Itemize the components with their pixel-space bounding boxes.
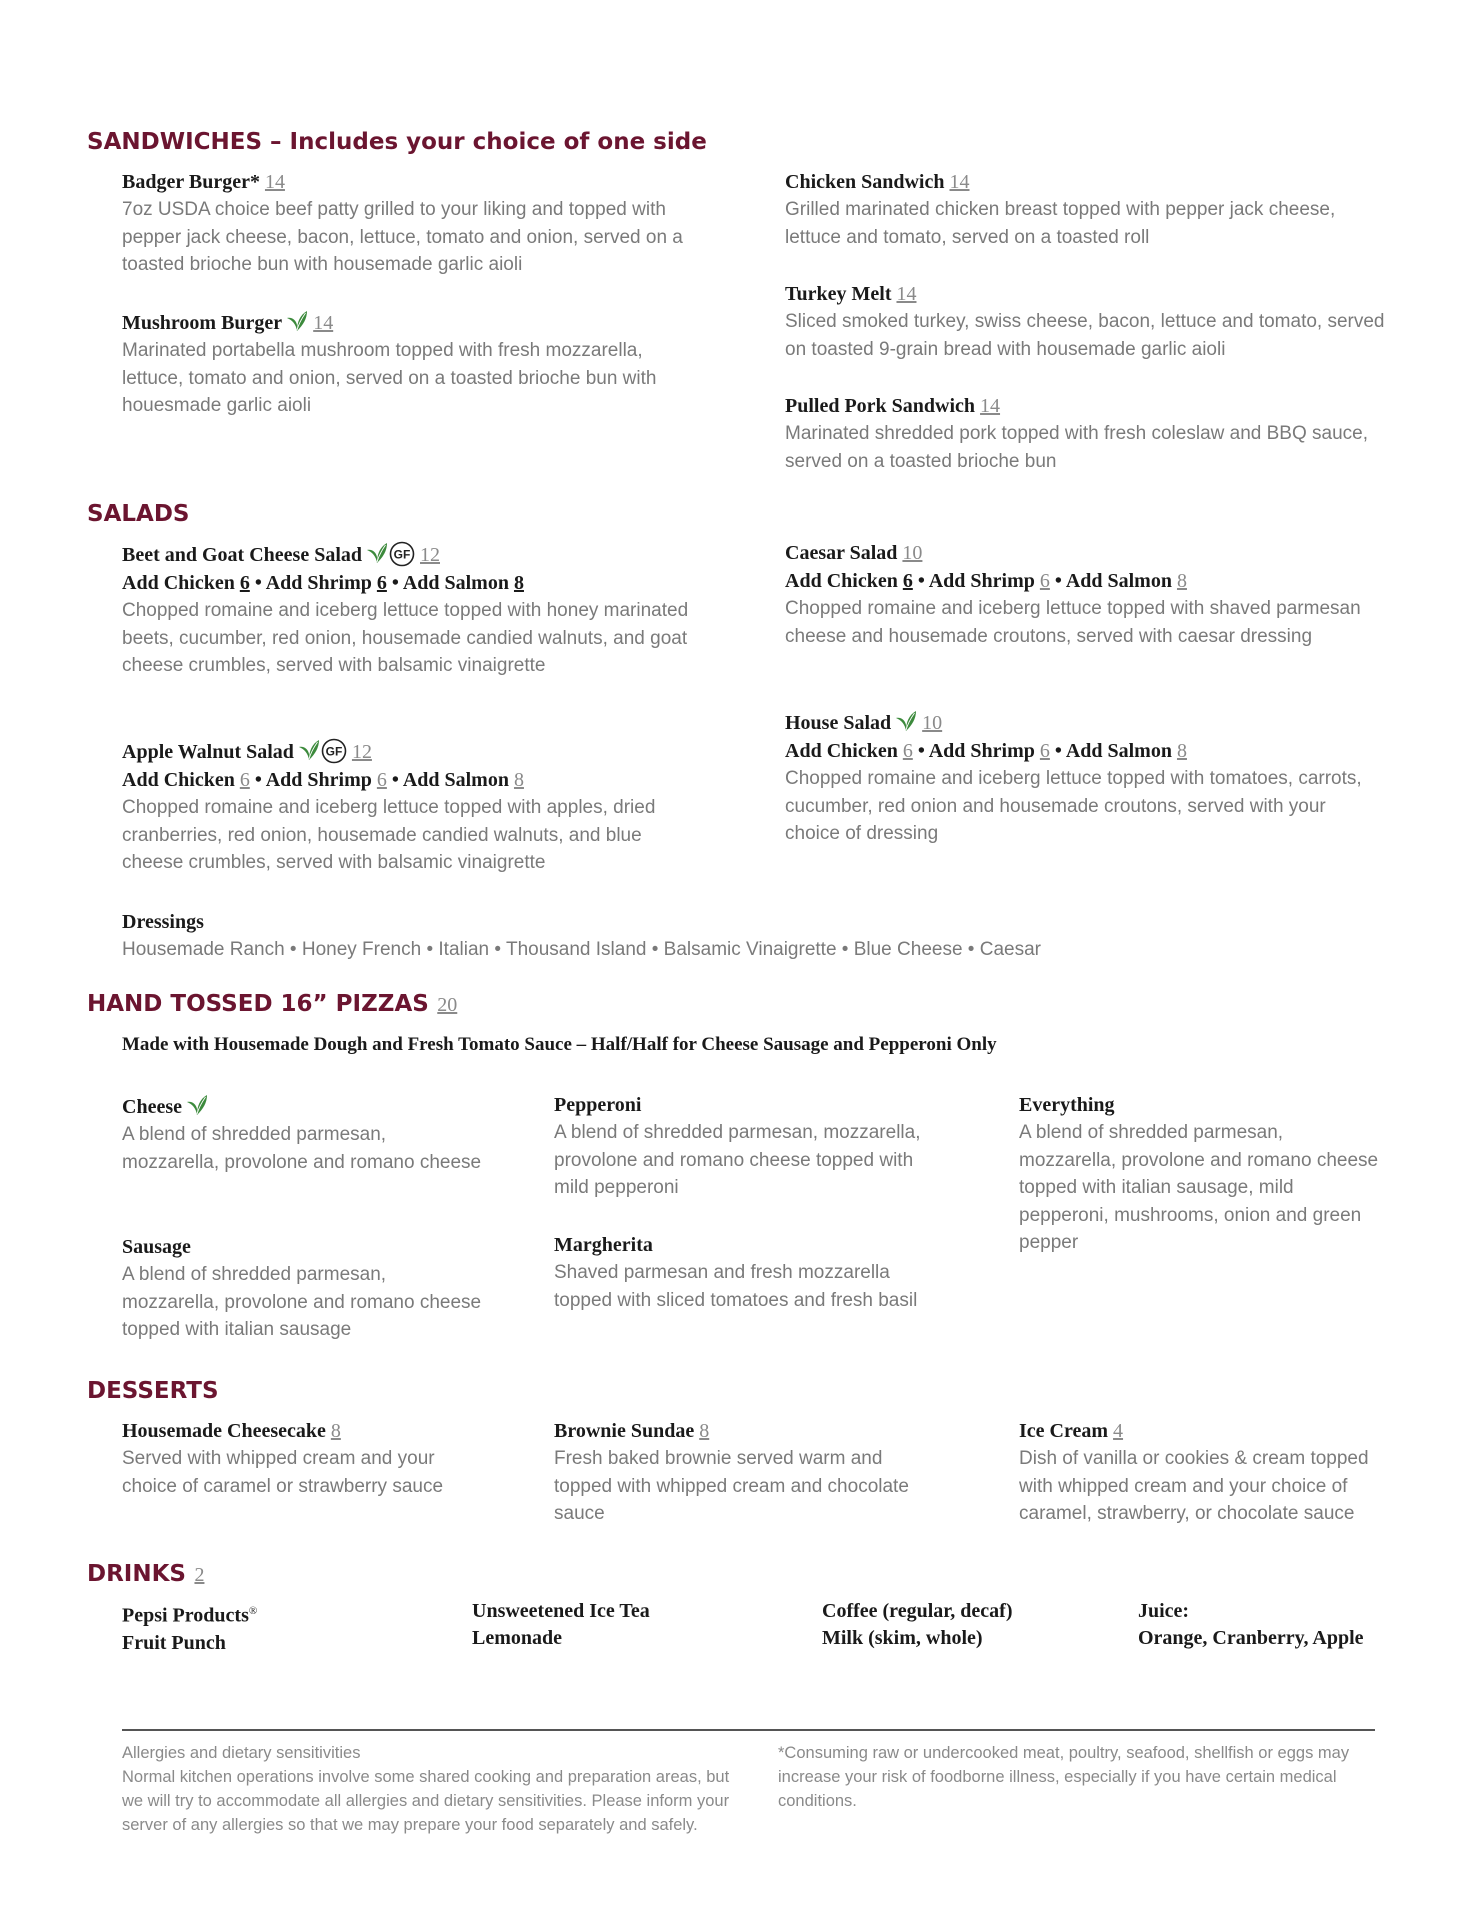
item-description: Sliced smoked turkey, swiss cheese, bacon, lettuce and tomato, served on toasted 9-grain bread with housemade garlic aioli bbox=[785, 311, 1385, 360]
item-price: 4 bbox=[1113, 1420, 1124, 1442]
drink-name: Orange, Cranberry, Apple bbox=[1138, 1627, 1364, 1649]
drinks-col-4 bbox=[1138, 1598, 1364, 1652]
drinks-price: 2 bbox=[194, 1564, 205, 1586]
item-description: Served with whipped cream and your choice of caramel or strawberry sauce bbox=[122, 1448, 444, 1497]
salads-heading: SALADS bbox=[87, 501, 190, 527]
salad-addons bbox=[785, 567, 1385, 595]
addon-separator: • bbox=[391, 572, 399, 594]
addon-chicken-price: 6 bbox=[902, 570, 913, 592]
drink-name: Pepsi Products bbox=[122, 1604, 249, 1627]
addon-chicken: Add Chicken bbox=[785, 570, 898, 592]
gluten-free-icon bbox=[321, 738, 347, 764]
item-price: 12 bbox=[351, 741, 372, 763]
menu-item-turkey-melt bbox=[785, 280, 1385, 363]
item-name: Badger Burger* bbox=[122, 171, 260, 193]
item-name: Turkey Melt bbox=[785, 283, 892, 305]
item-name: Cheese bbox=[122, 1096, 182, 1118]
drinks-heading-row bbox=[87, 1561, 204, 1587]
item-name: Pulled Pork Sandwich bbox=[785, 395, 976, 417]
menu-item-cheesecake bbox=[122, 1417, 482, 1500]
item-description: Chopped romaine and iceberg lettuce topped with apples, dried cranberries, red onion, housemade candied walnuts, and blue cheese crumbles, served with balsamic vinaigrette bbox=[122, 797, 656, 873]
allergy-title: Allergies and dietary sensitivities bbox=[122, 1744, 361, 1762]
dressings-list: Housemade Ranch • Honey French • Italian • Thousand Island • Balsamic Vinaigrette • Blue Cheese • Caesar bbox=[122, 939, 1041, 960]
item-description: A blend of shredded parmesan, mozzarella, provolone and romano cheese topped with mild pepperoni bbox=[554, 1122, 921, 1198]
addon-salmon-price: 8 bbox=[1176, 570, 1187, 592]
item-name: Beet and Goat Cheese Salad bbox=[122, 544, 362, 566]
addon-shrimp-price: 6 bbox=[376, 769, 387, 791]
addon-separator: • bbox=[1054, 740, 1062, 762]
leaf-icon bbox=[298, 738, 320, 762]
addon-shrimp: Add Shrimp bbox=[928, 740, 1035, 762]
item-name: Mushroom Burger bbox=[122, 312, 283, 334]
item-description: Chopped romaine and iceberg lettuce topped with tomatoes, carrots, cucumber, red onion and housemade croutons, served with your choice of dressing bbox=[785, 768, 1362, 844]
addon-separator: • bbox=[254, 769, 262, 791]
addon-chicken: Add Chicken bbox=[785, 740, 898, 762]
menu-item-brownie-sundae bbox=[554, 1417, 934, 1528]
addon-chicken-price: 6 bbox=[239, 572, 250, 594]
sandwiches-heading: SANDWICHES – Includes your choice of one side bbox=[87, 129, 707, 155]
addon-chicken-price: 6 bbox=[239, 769, 250, 791]
gluten-free-label: GF bbox=[393, 547, 411, 562]
item-name: Apple Walnut Salad bbox=[122, 741, 294, 763]
addon-shrimp-price: 6 bbox=[1039, 740, 1050, 762]
drink-name: Milk (skim, whole) bbox=[822, 1627, 983, 1649]
item-description: Fresh baked brownie served warm and topped with whipped cream and chocolate sauce bbox=[554, 1448, 909, 1524]
menu-item-sausage-pizza bbox=[122, 1233, 482, 1344]
item-price: 12 bbox=[420, 544, 440, 566]
addon-shrimp-price: 6 bbox=[376, 572, 387, 594]
menu-item-ice-cream bbox=[1019, 1417, 1384, 1528]
menu-item-badger-burger bbox=[122, 168, 702, 279]
item-description: 7oz USDA choice beef patty grilled to your liking and topped with pepper jack cheese, bacon, lettuce, tomato and onion, served on a toasted brioche bun with housemade garlic aioli bbox=[122, 199, 683, 275]
addon-separator: • bbox=[917, 570, 925, 592]
item-description: Grilled marinated chicken breast topped with pepper jack cheese, lettuce and tomato, served on a toasted roll bbox=[785, 199, 1336, 248]
item-name: Chicken Sandwich bbox=[785, 171, 945, 193]
item-description: A blend of shredded parmesan, mozzarella, provolone and romano cheese topped with italian sausage, mild pepperoni, mushrooms, onion and green pepper bbox=[1019, 1122, 1379, 1253]
drinks-col-2 bbox=[472, 1598, 650, 1652]
gluten-free-icon bbox=[389, 541, 415, 567]
dressings-block bbox=[122, 908, 1382, 964]
item-price: 14 bbox=[896, 283, 917, 305]
item-name: Everything bbox=[1019, 1094, 1115, 1116]
addon-chicken: Add Chicken bbox=[122, 769, 235, 791]
addon-shrimp: Add Shrimp bbox=[928, 570, 1035, 592]
salad-addons bbox=[122, 766, 702, 794]
leaf-icon bbox=[286, 309, 308, 333]
item-description: Dish of vanilla or cookies & cream topped with whipped cream and your choice of caramel, strawberry, or chocolate sauce bbox=[1019, 1448, 1369, 1524]
drinks-heading: DRINKS bbox=[87, 1561, 186, 1587]
addon-salmon-price: 8 bbox=[513, 769, 524, 791]
item-description: Chopped romaine and iceberg lettuce topped with honey marinated beets, cucumber, red onion, housemade candied walnuts, and goat cheese crumbles, served with balsamic vinaigrette bbox=[122, 600, 689, 676]
item-description: A blend of shredded parmesan, mozzarella, provolone and romano cheese bbox=[122, 1124, 482, 1173]
leaf-icon bbox=[366, 541, 388, 565]
item-description: Marinated portabella mushroom topped with fresh mozzarella, lettuce, tomato and onion, served on a toasted brioche bun with houesmade garlic aioli bbox=[122, 340, 657, 416]
addon-separator: • bbox=[1054, 570, 1062, 592]
menu-item-house-salad bbox=[785, 709, 1385, 848]
item-name: Sausage bbox=[122, 1236, 191, 1258]
drinks-col-3 bbox=[822, 1598, 1013, 1652]
consumption-text: *Consuming raw or undercooked meat, poultry, seafood, shellfish or eggs may increase your risk of foodborne illness, especially if you have certain medical conditions. bbox=[778, 1744, 1350, 1810]
item-price: 14 bbox=[949, 171, 970, 193]
addon-chicken-price: 6 bbox=[902, 740, 913, 762]
gluten-free-label: GF bbox=[325, 744, 343, 759]
menu-item-margherita-pizza bbox=[554, 1231, 934, 1314]
drink-name: Coffee (regular, decaf) bbox=[822, 1600, 1013, 1622]
item-price: 14 bbox=[264, 171, 285, 193]
item-name: Housemade Cheesecake bbox=[122, 1420, 326, 1442]
addon-salmon: Add Salmon bbox=[402, 769, 509, 791]
addon-shrimp-price: 6 bbox=[1039, 570, 1050, 592]
addon-salmon-price: 8 bbox=[1176, 740, 1187, 762]
addon-separator: • bbox=[917, 740, 925, 762]
registered-mark: ® bbox=[248, 1605, 258, 1617]
item-description: A blend of shredded parmesan, mozzarella, provolone and romano cheese topped with italian sausage bbox=[122, 1264, 482, 1340]
menu-item-beet-goat-cheese-salad bbox=[122, 541, 702, 680]
leaf-icon bbox=[186, 1093, 208, 1117]
drink-name: Unsweetened Ice Tea bbox=[472, 1600, 650, 1622]
item-name: Margherita bbox=[554, 1234, 653, 1256]
menu-item-apple-walnut-salad bbox=[122, 738, 702, 877]
item-price: 8 bbox=[699, 1420, 710, 1442]
allergy-notice bbox=[122, 1741, 732, 1837]
addon-chicken: Add Chicken bbox=[122, 572, 235, 594]
pizzas-heading-row bbox=[87, 991, 457, 1017]
item-name: Ice Cream bbox=[1019, 1420, 1109, 1442]
item-price: 14 bbox=[980, 395, 1001, 417]
consumption-advisory bbox=[778, 1741, 1378, 1813]
addon-shrimp: Add Shrimp bbox=[265, 769, 372, 791]
menu-item-pulled-pork-sandwich bbox=[785, 392, 1385, 475]
addon-salmon: Add Salmon bbox=[402, 572, 509, 594]
menu-item-cheese-pizza bbox=[122, 1093, 482, 1176]
allergy-text: Normal kitchen operations involve some shared cooking and preparation areas, but we will try to accommodate all allergies and dietary sensitivities. Please inform your server of any allergies so that we may prepare your food separately and safely. bbox=[122, 1768, 730, 1834]
item-price: 8 bbox=[330, 1420, 341, 1442]
addon-salmon: Add Salmon bbox=[1065, 570, 1172, 592]
drink-name: Lemonade bbox=[472, 1627, 562, 1649]
pizzas-price: 20 bbox=[437, 994, 458, 1016]
menu-item-mushroom-burger bbox=[122, 309, 702, 420]
addon-separator: • bbox=[254, 572, 262, 594]
item-price: 10 bbox=[922, 712, 943, 734]
menu-item-everything-pizza bbox=[1019, 1091, 1384, 1257]
addon-salmon-price: 8 bbox=[513, 572, 524, 594]
item-description: Marinated shredded pork topped with fresh coleslaw and BBQ sauce, served on a toasted brioche bun bbox=[785, 423, 1368, 472]
salad-addons bbox=[122, 569, 702, 597]
item-name: Pepperoni bbox=[554, 1094, 642, 1116]
desserts-heading: DESSERTS bbox=[87, 1378, 219, 1404]
item-description: Shaved parmesan and fresh mozzarella topped with sliced tomatoes and fresh basil bbox=[554, 1262, 918, 1311]
salad-addons bbox=[785, 737, 1385, 765]
item-description: Chopped romaine and iceberg lettuce topped with shaved parmesan cheese and housemade croutons, served with caesar dressing bbox=[785, 598, 1361, 647]
item-name: Brownie Sundae bbox=[554, 1420, 695, 1442]
item-name: House Salad bbox=[785, 712, 892, 734]
addon-shrimp: Add Shrimp bbox=[265, 572, 372, 594]
leaf-icon bbox=[895, 709, 917, 733]
addon-separator: • bbox=[391, 769, 399, 791]
footer-divider bbox=[122, 1729, 1375, 1731]
drink-name: Fruit Punch bbox=[122, 1631, 226, 1654]
item-name: Caesar Salad bbox=[785, 542, 898, 564]
item-price: 10 bbox=[902, 542, 923, 564]
menu-item-caesar-salad bbox=[785, 539, 1385, 650]
menu-item-chicken-sandwich bbox=[785, 168, 1385, 251]
addon-salmon: Add Salmon bbox=[1065, 740, 1172, 762]
menu-item-pepperoni-pizza bbox=[554, 1091, 934, 1202]
dressings-title: Dressings bbox=[122, 911, 204, 933]
drink-name: Juice: bbox=[1138, 1600, 1190, 1622]
pizzas-heading: HAND TOSSED 16” PIZZAS bbox=[87, 991, 429, 1017]
pizzas-subtitle: Made with Housemade Dough and Fresh Tomato Sauce – Half/Half for Cheese Sausage and Pepperoni Only bbox=[122, 1034, 997, 1055]
drinks-col-1 bbox=[122, 1598, 257, 1657]
item-price: 14 bbox=[313, 312, 334, 334]
